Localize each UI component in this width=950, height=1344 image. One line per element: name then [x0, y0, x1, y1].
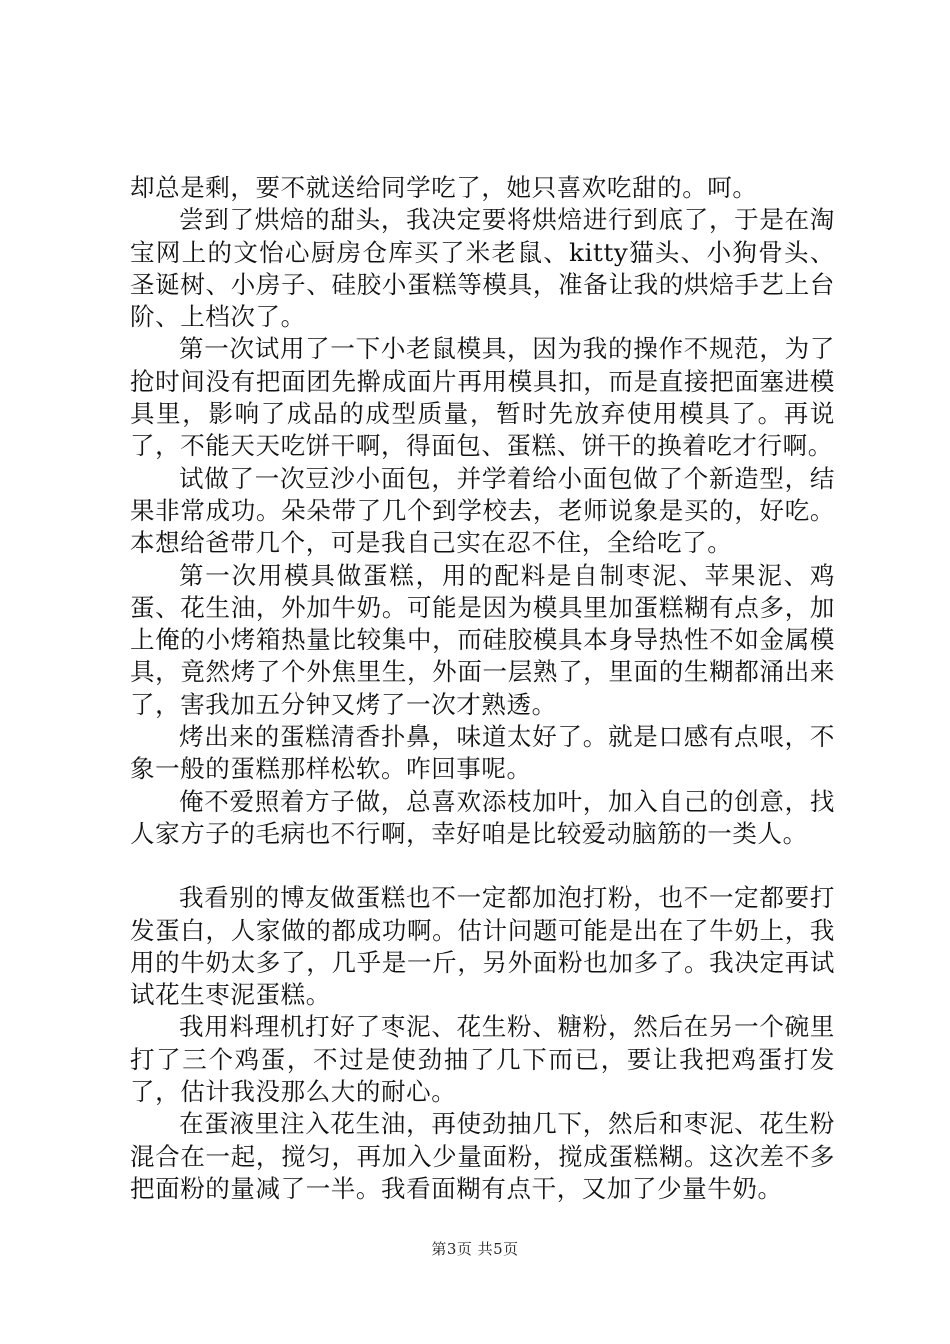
paragraph: 在蛋液里注入花生油，再使劲抽几下，然后和枣泥、花生粉混合在一起，搅匀，再加入少量面粉，搅成蛋糕糊。这次差不多把面粉的量减了一半。我看面糊有点干，又加了少量牛奶。 [130, 1109, 835, 1203]
page-number-footer: 第3页 共5页 [431, 1240, 519, 1258]
paragraph: 烤出来的蛋糕清香扑鼻，味道太好了。就是口感有点哏，不象一般的蛋糕那样松软。咋回事呢。 [130, 722, 835, 784]
paragraph: 俺不爱照着方子做，总喜欢添枝加叶，加入自己的创意，找人家方子的毛病也不行啊，幸好咱是比较爱动脑筋的一类人。 [130, 786, 835, 848]
paragraph: 尝到了烘焙的甜头，我决定要将烘焙进行到底了，于是在淘宝网上的文怡心厨房仓库买了米老鼠、kitty猫头、小狗骨头、圣诞树、小房子、硅胶小蛋糕等模具，准备让我的烘焙手艺上台阶、上档次了。 [130, 205, 835, 332]
paragraph: 试做了一次豆沙小面包，并学着给小面包做了个新造型，结果非常成功。朵朵带了几个到学校去，老师说象是买的，好吃。本想给爸带几个，可是我自己实在忍不住，全给吃了。 [130, 463, 835, 558]
paragraph: 却总是剩，要不就送给同学吃了，她只喜欢吃甜的。呵。 [130, 173, 758, 202]
paragraph: 第一次用模具做蛋糕，用的配料是自制枣泥、苹果泥、鸡蛋、花生油，外加牛奶。可能是因为模具里加蛋糕糊有点多，加上俺的小烤箱热量比较集中，而硅胶模具本身导热性不如金属模具，竟然烤了个外焦里生，外面一层熟了，里面的生糊都涌出来了，害我加五分钟又烤了一次才熟透。 [130, 560, 835, 719]
document-body [130, 172, 835, 1205]
paragraph: 第一次试用了一下小老鼠模具，因为我的操作不规范，为了抢时间没有把面团先擀成面片再用模具扣，而是直接把面塞进模具里，影响了成品的成型质量，暂时先放弃使用模具了。再说了，不能天天吃饼干啊，得面包、蛋糕、饼干的换着吃才行啊。 [130, 334, 835, 461]
paragraph: 我用料理机打好了枣泥、花生粉、糖粉，然后在另一个碗里打了三个鸡蛋，不过是使劲抽了几下而已，要让我把鸡蛋打发了，估计我没那么大的耐心。 [130, 1012, 835, 1107]
paragraph: 我看别的博友做蛋糕也不一定都加泡打粉，也不一定都要打发蛋白，人家做的都成功啊。估计问题可能是出在了牛奶上，我用的牛奶太多了，几乎是一斤，另外面粉也加多了。我决定再试试花生枣泥蛋糕。 [130, 883, 835, 1010]
